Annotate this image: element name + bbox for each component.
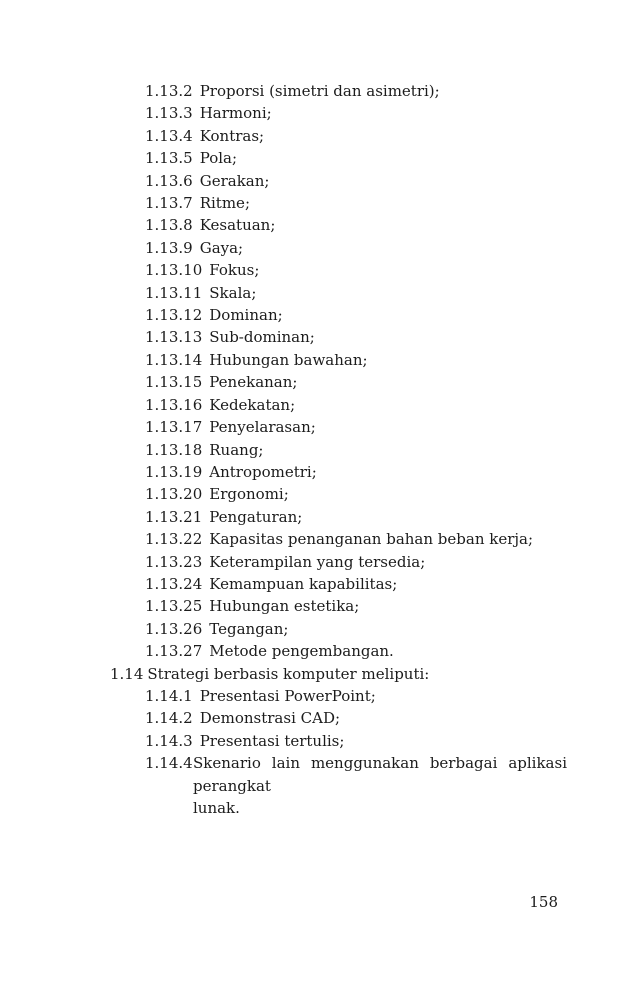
list-item-number: 1.14.3: [145, 731, 193, 750]
list-item-number: 1.13.13: [145, 328, 203, 347]
outline-list: [0, 80, 636, 819]
list-item-number: 1.13.8: [145, 216, 193, 235]
list-item-number: 1.13.6: [145, 171, 193, 190]
list-item: [0, 573, 636, 595]
list-item: [0, 595, 636, 617]
list-item-number: 1.13.26: [145, 619, 203, 638]
list-item-text: Skala;: [209, 283, 257, 302]
list-item: [0, 125, 636, 147]
list-item-text: Ergonomi;: [209, 485, 289, 504]
list-item-number: 1.13.25: [145, 597, 203, 616]
list-item: [0, 147, 636, 169]
list-item-number: 1.13.17: [145, 418, 203, 437]
list-item-number: 1.13.16: [145, 395, 203, 414]
list-item: [0, 282, 636, 304]
list-item-text: Kesatuan;: [199, 216, 276, 235]
list-item: [0, 304, 636, 326]
list-item-text: Ruang;: [209, 440, 264, 459]
list-item-number: 1.13.5: [145, 149, 193, 168]
list-item: [0, 483, 636, 505]
list-item-text: Penekanan;: [209, 373, 298, 392]
list-item-text: Proporsi (simetri dan asimetri);: [199, 82, 440, 100]
list-item-text: Kedekatan;: [209, 395, 296, 414]
list-item-number: 1.13.22: [145, 530, 203, 549]
list-item-text: Sub-dominan;: [209, 328, 315, 347]
list-item-text: Tegangan;: [209, 619, 289, 638]
list-item: [0, 640, 636, 662]
list-item-text: Antropometri;: [209, 462, 317, 481]
list-item-text: Presentasi PowerPoint;: [199, 686, 376, 705]
list-item-text: Presentasi tertulis;: [199, 731, 345, 750]
list-item: [0, 506, 636, 528]
list-item: [0, 371, 636, 393]
list-item: [0, 730, 636, 752]
list-item-number: 1.14.4: [145, 754, 193, 773]
list-item-number: 1.13.3: [145, 104, 193, 123]
list-item-number: 1.13.11: [145, 283, 203, 302]
list-item-number: 1.13.14: [145, 350, 203, 369]
list-item: [0, 707, 636, 729]
list-item-text: Hubungan bawahan;: [209, 350, 368, 369]
list-item-number: 1.13.24: [145, 574, 203, 593]
list-item-text: Pola;: [199, 149, 238, 168]
list-item: [0, 170, 636, 192]
list-item: [0, 663, 636, 685]
list-item-number: 1.14.1: [145, 686, 193, 705]
list-item-text: Pengaturan;: [209, 507, 303, 526]
list-item: [0, 416, 636, 438]
list-item-number: 1.13.27: [145, 642, 203, 661]
list-item: [0, 102, 636, 124]
list-item-number: 1.13.4: [145, 126, 193, 145]
list-item: [0, 237, 636, 259]
list-item-number: 1.13.10: [145, 261, 203, 280]
list-item: [0, 685, 636, 707]
list-item-text: Skenario lain menggunakan berbagai aplikasi perangkat: [193, 754, 567, 795]
list-item-text: Kontras;: [199, 126, 265, 145]
list-item: [0, 80, 636, 102]
list-item: [0, 528, 636, 550]
list-item: [0, 259, 636, 281]
list-item-number: 1.13.9: [145, 238, 193, 257]
list-item-number: 1.13.12: [145, 306, 203, 325]
list-item-text: Gaya;: [199, 238, 244, 257]
list-item-text: Strategi berbasis komputer meliputi:: [147, 664, 430, 683]
list-item-number: 1.13.2: [145, 82, 193, 100]
list-item-text: Harmoni;: [199, 104, 272, 123]
list-item-number: 1.13.15: [145, 373, 203, 392]
list-item-number: 1.14.2: [145, 709, 193, 728]
list-item-text: Demonstrasi CAD;: [199, 709, 341, 728]
list-item: [0, 461, 636, 483]
list-item: [0, 326, 636, 348]
list-item: [0, 618, 636, 640]
list-item-text: Ritme;: [199, 194, 250, 213]
list-item-number: 1.13.18: [145, 440, 203, 459]
list-item-text: Fokus;: [209, 261, 260, 280]
list-item: [0, 752, 636, 819]
list-item-text: Metode pengembangan.: [209, 642, 394, 661]
list-item: [0, 192, 636, 214]
list-item-text: Hubungan estetika;: [209, 597, 360, 616]
list-item-text: Penyelarasan;: [209, 418, 316, 437]
list-item-number: 1.13.21: [145, 507, 203, 526]
list-item: [0, 349, 636, 371]
list-item-number: 1.13.23: [145, 552, 203, 571]
list-item-number: 1.13.20: [145, 485, 203, 504]
list-item-text-continuation: lunak.: [193, 799, 240, 817]
list-item-number: 1.13.7: [145, 194, 193, 213]
list-item-number: 1.14: [110, 664, 144, 683]
list-item: [0, 439, 636, 461]
page-number: 158: [529, 893, 558, 911]
list-item: [0, 394, 636, 416]
list-item-text: Gerakan;: [199, 171, 270, 190]
list-item-text: Kapasitas penanganan bahan beban kerja;: [209, 530, 534, 549]
list-item-text: Keterampilan yang tersedia;: [209, 552, 426, 571]
list-item: [0, 214, 636, 236]
list-item: [0, 551, 636, 573]
list-item-number: 1.13.19: [145, 462, 203, 481]
list-item-text: Kemampuan kapabilitas;: [209, 574, 398, 593]
list-item-text: Dominan;: [209, 306, 283, 325]
